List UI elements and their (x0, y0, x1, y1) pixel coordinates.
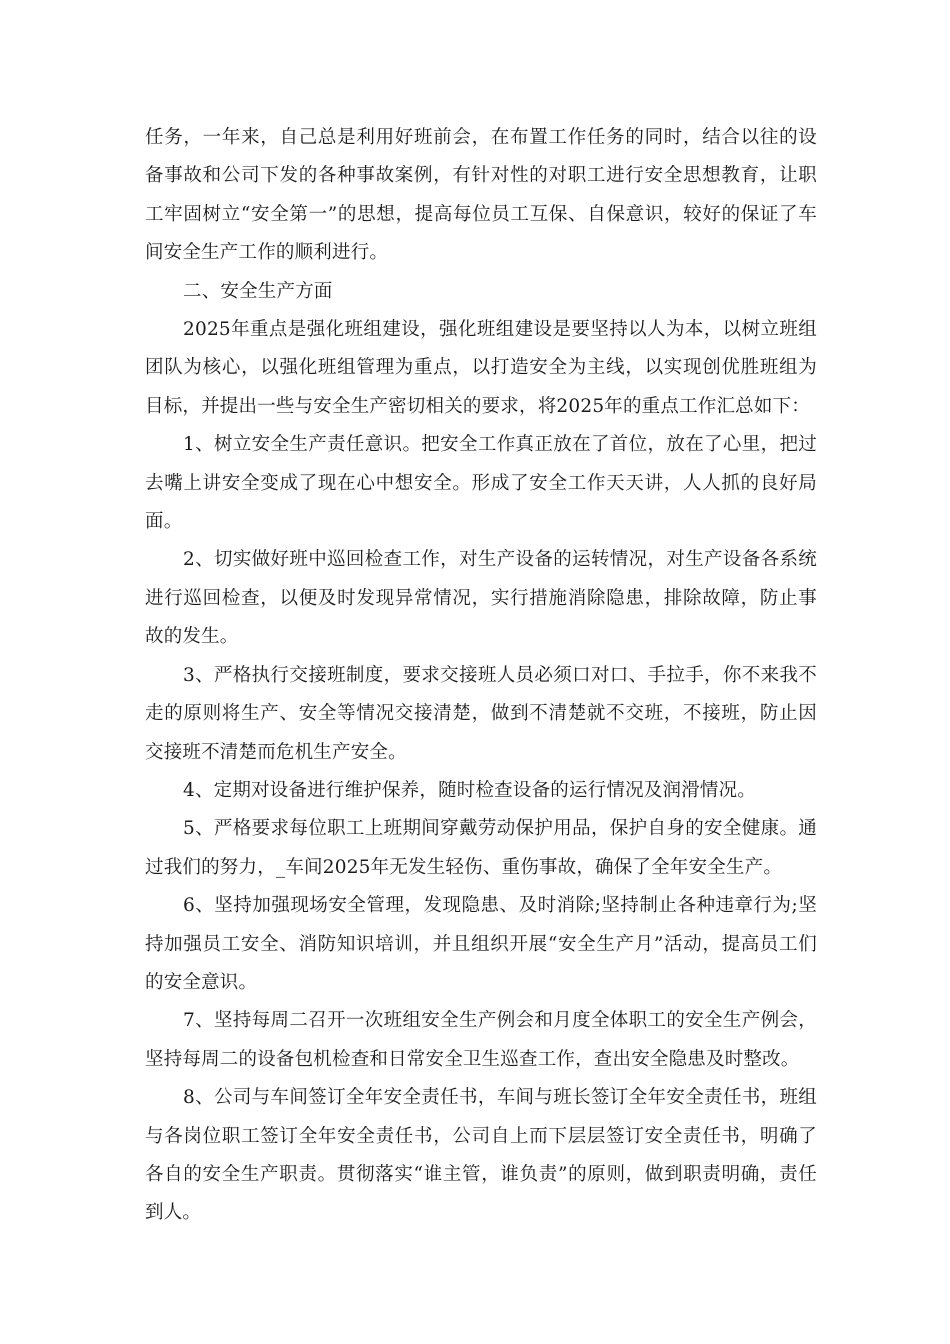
document-body (145, 119, 817, 1233)
section-heading: 二、安全生产方面 (183, 280, 333, 302)
list-item-5: 5、严格要求每位职工上班期间穿戴劳动保护用品，保护自身的安全健康。通过我们的努力，_车间2025年无发生轻伤、重伤事故，确保了全年安全生产。 (145, 818, 817, 878)
paragraph-continuation: 任务，一年来，自己总是利用好班前会，在布置工作任务的同时，结合以往的设备事故和公司下发的各种事故案例，有针对性的对职工进行安全思想教育，让职工牢固树立“安全第一”的思想，提高每位员工互保、自保意识，较好的保证了车间安全生产工作的顺利进行。 (145, 127, 817, 264)
list-item-7: 7、坚持每周二召开一次班组安全生产例会和月度全体职工的安全生产例会，坚持每周二的设备包机检查和日常安全卫生巡查工作，查出安全隐患及时整改。 (145, 1010, 817, 1070)
list-item-3: 3、严格执行交接班制度，要求交接班人员必须口对口、手拉手，你不来我不走的原则将生产、安全等情况交接清楚，做到不清楚就不交班，不接班，防止因交接班不清楚而危机生产安全。 (145, 664, 817, 763)
list-item-6: 6、坚持加强现场安全管理，发现隐患、及时消除;坚持制止各种违章行为;坚持加强员工安全、消防知识培训，并且组织开展“安全生产月”活动，提高员工们的安全意识。 (145, 895, 817, 993)
list-item-2: 2、切实做好班中巡回检查工作，对生产设备的运转情况，对生产设备各系统进行巡回检查，以便及时发现异常情况，实行措施消除隐患，排除故障，防止事故的发生。 (145, 549, 817, 648)
paragraph-intro: 2025年重点是强化班组建设，强化班组建设是要坚持以人为本，以树立班组团队为核心，以强化班组管理为重点，以打造安全为主线，以实现创优胜班组为目标，并提出一些与安全生产密切相关的要求，将2025年的重点工作汇总如下： (145, 319, 817, 417)
list-item-4: 4、定期对设备进行维护保养，随时检查设备的运行情况及润滑情况。 (183, 779, 756, 801)
list-item-1: 1、树立安全生产责任意识。把安全工作真正放在了首位，放在了心里，把过去嘴上讲安全变成了现在心中想安全。形成了安全工作天天讲，人人抓的良好局面。 (145, 434, 817, 533)
list-item-8: 8、公司与车间签订全年安全责任书，车间与班长签订全年安全责任书，班组与各岗位职工签订全年安全责任书，公司自上而下层层签订安全责任书，明确了各自的安全生产职责。贯彻落实“谁主管，谁负责”的原则，做到职责明确，责任到人。 (145, 1087, 817, 1224)
